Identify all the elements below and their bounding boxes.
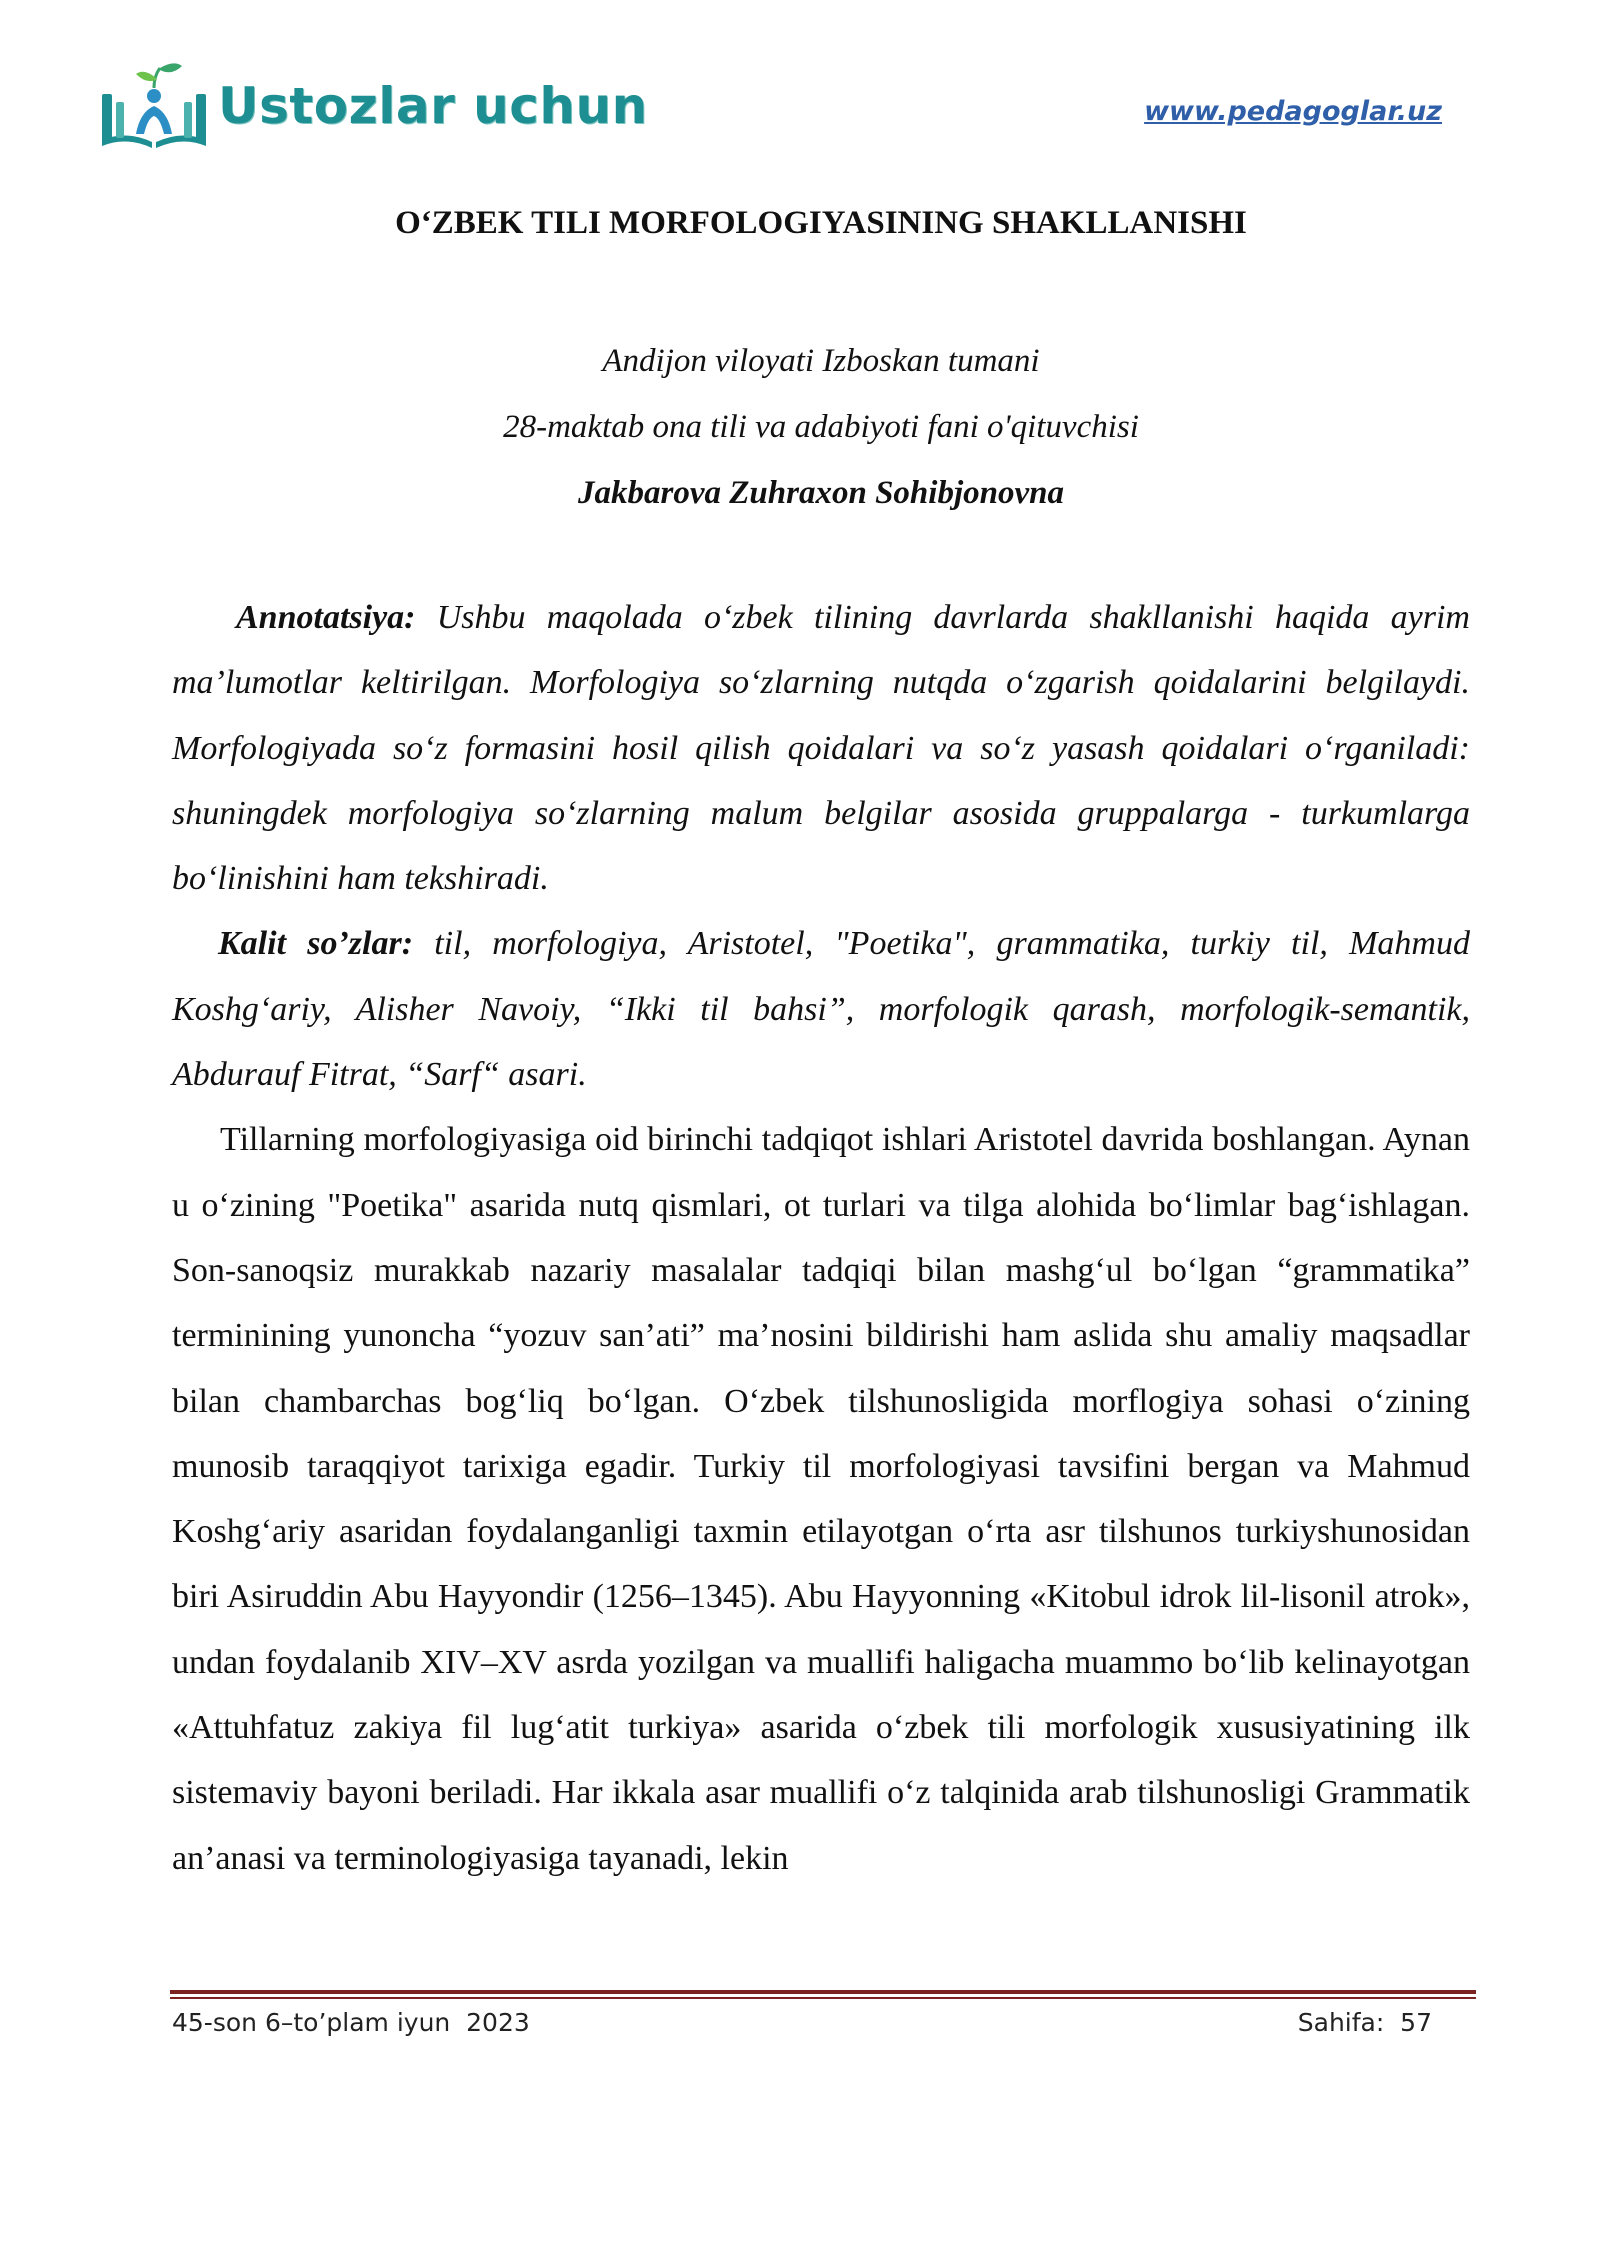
affiliation-line-2: 28-maktab ona tili va adabiyoti fani o'qituvchisi (503, 409, 1139, 445)
keywords-label: Kalit so’zlar: (218, 925, 414, 963)
footer-page-number: Sahifa: 57 (1297, 2008, 1432, 2037)
keywords-text: til, morfologiya, Aristotel, "Poetika", grammatika, turkiy til, Mahmud Koshg‘ariy, Alisher Navoiy, “Ikki til bahsi”, morfologik qarash, morfologik-semantik, Abdurauf Fitrat, “Sarf“ asari. (172, 925, 1470, 1094)
author-name: Jakbarova Zuhraxon Sohibjonovna (578, 475, 1064, 511)
site-link[interactable]: www.pedagoglar.uz (1144, 96, 1442, 127)
site-logo[interactable] (96, 56, 648, 156)
logo-text: Ustozlar uchun (218, 77, 648, 135)
abstract-text: Ushbu maqolada o‘zbek tilining davrlarda shakllanishi haqida ayrim ma’lumotlar keltirilgan. Morfologiya so‘zlarning nutqda o‘zgarish qoidalarini belgilaydi. Morfologiyada so‘z formasini hosil qilish qoidalari va so‘z yasash qoidalari o‘rganiladi: shuningdek morfologiya so‘zlarning malum belgilar asosida gruppalarga - turkumlarga bo‘linishini ham tekshiradi. (172, 599, 1470, 898)
keywords (172, 911, 1470, 1107)
abstract (172, 585, 1470, 911)
abstract-label: Annotatsiya: (236, 599, 416, 636)
body-paragraph: Tillarning morfologiyasiga oid birinchi tadqiqot ishlari Aristotel davrida boshlangan. Aynan u o‘zining "Poetika" asarida nutq qismlari, ot turlari va tilga alohida bo‘limlar bag‘ishlagan. Son-sanoqsiz murakkab nazariy masalalar tadqiqi bilan mashg‘ul bo‘lgan “grammatika” terminining yunoncha “yozuv san’ati” ma’nosini bildirishi ham aslida shu amaliy maqsadlar bilan chambarchas bog‘liq bo‘lgan. O‘zbek tilshunosligida morflogiya sohasi o‘zining munosib taraqqiyot tarixiga egadir. Turkiy til morfologiyasi tavsifini bergan va Mahmud Koshg‘ariy asaridan foydalanganligi taxmin etilayotgan o‘rta asr tilshunos turkiyshunosidan biri Asiruddin Abu Hayyondir (1256–1345). Abu Hayyonning «Kitobul idrok lil-lisonil atrok», undan foydalanib XIV–XV asrda yozilgan va muallifi haligacha muammo bo‘lib kelinayotgan «Attuhfatuz zakiya fil lug‘atit turkiya» asarida o‘zbek tili morfologik xususiyatining ilk sistemaviy bayoni beriladi. Har ikkala asar muallifi o‘z talqinida arab tilshunosligi Grammatik an’anasi va terminologiyasiga tayanadi, lekin (172, 1121, 1470, 1877)
footer-rule (170, 1990, 1476, 1994)
footer-rule-thin (170, 1997, 1476, 1999)
article-body (172, 585, 1470, 1891)
affiliation-line-1: Andijon viloyati Izboskan tumani (602, 343, 1040, 379)
footer-issue: 45-son 6–to’plam iyun 2023 (172, 2008, 530, 2037)
book-with-sprout-and-person-icon (96, 56, 214, 156)
author-block (172, 328, 1470, 526)
article-title: O‘ZBEK TILI MORFOLOGIYASINING SHAKLLANISHI (395, 205, 1247, 241)
